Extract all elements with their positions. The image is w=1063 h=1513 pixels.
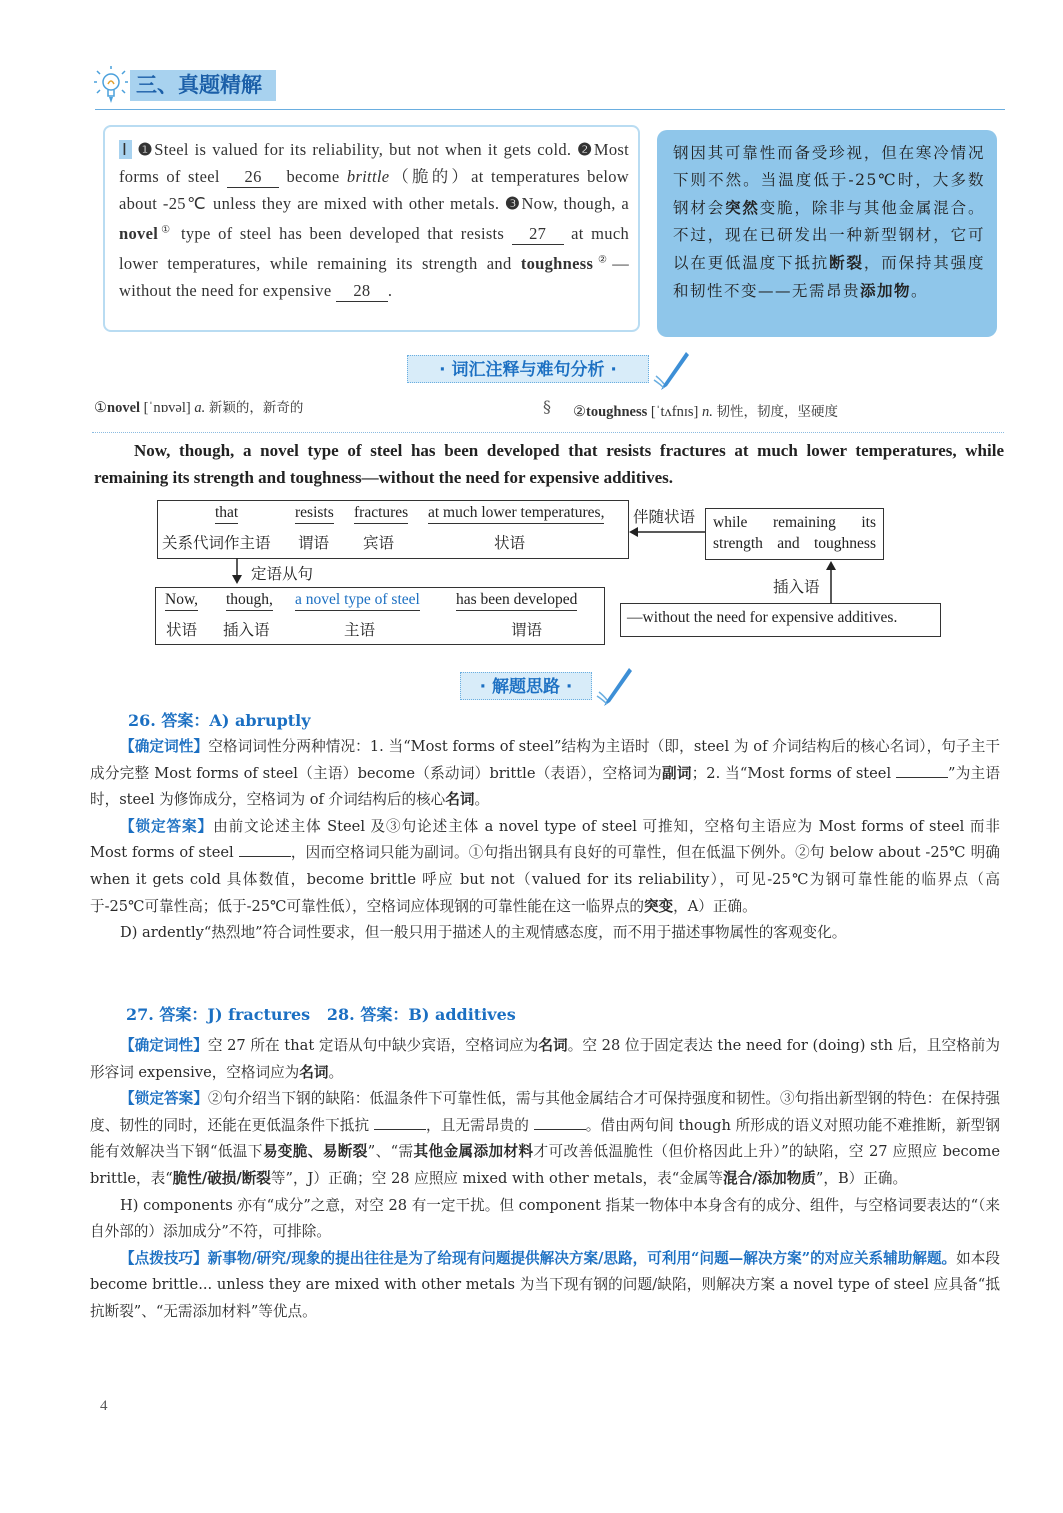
text-segment: 副词: [662, 764, 692, 782]
arrow-left-icon: [628, 526, 708, 538]
answer-27-28-explanation: [90, 1033, 1000, 1326]
diagram-word: though,: [226, 591, 273, 611]
text-segment: 名词: [538, 1037, 568, 1054]
paragraph: [90, 734, 1000, 814]
vocab-item-novel: [94, 396, 303, 417]
text-segment: 突变: [643, 897, 674, 915]
text-segment: toughness: [520, 254, 594, 274]
vocab-pos: a.: [194, 400, 206, 416]
text-segment: 其他金属添加材料: [413, 1143, 534, 1161]
diagram-word: Now,: [165, 591, 198, 611]
answer-blank: [239, 842, 291, 857]
text-segment: ；2. 当“Most forms of steel: [691, 764, 896, 782]
diagram-word: fractures: [354, 504, 408, 524]
dotted-divider: [92, 432, 1004, 433]
text-segment: at much lower temperatures, while remaining its strength and: [119, 223, 630, 274]
vocab-item-toughness: [573, 400, 838, 421]
text-segment: 混合/添加物质: [723, 1169, 816, 1187]
diagram-role: 主语: [344, 621, 376, 639]
vocab-meaning: 新颖的，新奇的: [208, 400, 304, 416]
section-title: 三、真题精解: [130, 70, 276, 101]
diagram-word: has been developed: [456, 591, 577, 611]
passage-box: [103, 125, 640, 332]
section-tag: 【锁定答案】: [120, 817, 214, 835]
diagram-word: that: [215, 504, 238, 524]
parenthesis-box: —without the need for expensive additives.: [620, 603, 941, 637]
translation-box: [657, 130, 997, 337]
text-segment: 名词: [445, 791, 475, 809]
accompany-label: 伴随状语: [633, 508, 696, 526]
answer-blank: [374, 1115, 426, 1130]
paragraph: [90, 1033, 1000, 1086]
attributive-clause-label: 定语从句: [251, 565, 314, 583]
diagram-role: 关系代词作主语: [162, 534, 271, 552]
text-segment: —without the need for expensive: [119, 254, 629, 300]
text-segment: 添加物: [860, 281, 912, 300]
parenthesis-label: 插入语: [773, 578, 820, 596]
text-segment: Now, though, a: [521, 193, 629, 213]
paragraph: [90, 1193, 1000, 1246]
text-segment: ”，B）正确。: [815, 1169, 908, 1187]
text-segment: type of steel has been developed that resists: [173, 223, 512, 243]
answer-26-heading: 26. 答案：A) abruptly: [128, 711, 311, 730]
text-segment: 。: [911, 282, 929, 300]
diagram-role: 状语: [494, 534, 526, 552]
text-segment: 由前文论述主体 Steel 及③句论述主体 a novel type of steel 可推知，空格句主语应为 Most forms of steel 而非 Most forms of steel: [90, 817, 1000, 862]
answer-blank: 28: [336, 281, 388, 302]
text-segment: 等”，J）正确；空 28 应照应 mixed with other metals，表“金属等: [270, 1169, 723, 1187]
text-segment: 空 27 所在 that 定语从句中缺少宾语，空格词应为: [207, 1037, 539, 1054]
diagram-role: 宾语: [363, 534, 395, 552]
paragraph: [90, 814, 1000, 920]
header-divider: [95, 109, 1005, 110]
vocab-phonetic: [ˈtʌfnɪs]: [650, 404, 699, 420]
text-segment: 断裂: [829, 253, 864, 272]
diagram-role: 插入语: [223, 621, 270, 639]
pen-icon: [595, 666, 635, 712]
arrow-down-icon: [231, 558, 243, 585]
passage-text: [119, 140, 629, 300]
answer-26-explanation: [90, 734, 1000, 947]
answer-blank: 26: [227, 167, 279, 188]
text-segment: （脆的）at temperatures below about -25℃ unless they are mixed with other metals.: [119, 166, 629, 213]
vocab-phonetic: [ˈnɒvəl]: [143, 400, 191, 416]
text-segment: novel: [119, 223, 159, 243]
text-segment: ❷: [577, 140, 594, 159]
text-segment: ❶: [137, 140, 155, 159]
main-clause-box: [155, 587, 605, 645]
vocab-meaning: 韧性，韧度，坚硬度: [716, 404, 839, 420]
answer-blank: [534, 1115, 586, 1130]
difficult-sentence: Now, though, a novel type of steel has been developed that resists fractures at much lower temperatures, while remaining its strength and toughness—without the need for expensive additives.: [94, 441, 1004, 487]
pen-icon: [652, 350, 692, 396]
answer-28-heading: 28. 答案：B) additives: [326, 1005, 516, 1024]
paragraph: [90, 1246, 1000, 1326]
text-segment: 名词: [299, 1063, 329, 1081]
diagram-role: 谓语: [511, 621, 543, 639]
text-segment: ”、“需: [367, 1143, 414, 1161]
page-number: 4: [100, 1398, 108, 1414]
vocab-num: ②: [573, 404, 586, 420]
text-segment: 易变脆、易断裂: [262, 1143, 368, 1161]
text-segment: ，而保持其强度和韧性不变——无需昂贵: [673, 254, 985, 300]
answer-blank: [896, 763, 948, 778]
text-segment: ❸: [505, 193, 522, 213]
solution-section-heading: · 解题思路 ·: [460, 672, 592, 700]
text-segment: 变脆，除非与其他金属混合。不过，现在已研发出一种新型钢材，它可以在更低温度下抵抗: [673, 199, 985, 272]
arrow-up-icon: [825, 560, 837, 605]
text-segment: ，A）正确。: [673, 897, 757, 915]
text-segment: 。: [328, 1063, 344, 1081]
bookmark-icon: §: [543, 397, 551, 416]
text-segment: brittle: [346, 166, 390, 186]
text-segment: become: [279, 166, 347, 186]
text-segment: Most forms of steel: [119, 140, 629, 186]
vocab-pos: n.: [702, 404, 713, 420]
text-segment: ①: [158, 224, 174, 236]
text-segment: ②: [593, 254, 613, 266]
accompany-box: while remaining its strength and toughness: [705, 508, 884, 560]
vocab-num: ①: [94, 400, 107, 416]
text-segment: 突然: [725, 198, 760, 217]
paragraph: [90, 920, 1000, 947]
answer-blank: 27: [512, 224, 564, 245]
text-segment: 才可改善低温脆性（但价格因此上升）”的缺陷，空 27 应照应 become brittle，表“: [90, 1143, 1000, 1187]
text-segment: H) components 亦有“成分”之意，对空 28 有一定干扰。但 component 指某一物体中本身含有的成分、组件，与空格词要表达的“（来自外部的）添加成分”不符，可排除。: [90, 1196, 1000, 1241]
text-segment: 如本段 become brittle... unless they are mixed with other metals 为当下现有钢的问题/缺陷，则解决方案 a novel type of steel 应具备“抵抗断裂”、“无需添加材料”等优点。: [90, 1249, 1000, 1320]
text-segment: ②句介绍当下钢的缺陷：低温条件下可靠性低，需与其他金属结合才可保持强度和韧性。③句指出新型钢的特色：在保持强度、韧性的同时，还能在更低温条件下抵抗: [90, 1090, 1000, 1134]
text-segment: 钢因其可靠性而备受珍视，但在寒冷情况下则不然。当温度低于-25℃时，大多数钢材会: [673, 144, 985, 217]
diagram-word: at much lower temperatures,: [428, 504, 604, 524]
text-segment: D) ardently“热烈地”符合词性要求，但一般只用于描述人的主观情感态度，而不用于描述事物属性的客观变化。: [120, 924, 847, 942]
text-segment: .: [387, 280, 393, 300]
text-segment: ，且无需昂贵的: [425, 1116, 534, 1134]
diagram-subject: a novel type of steel: [295, 591, 420, 611]
text-segment: Steel is valued for its reliability, but not when it gets cold.: [154, 140, 578, 159]
vocab-section-heading: · 词汇注释与难句分析 ·: [407, 355, 649, 383]
vocab-word: toughness: [586, 404, 648, 420]
paragraph: [90, 1086, 1000, 1192]
section-mark: Ⅰ: [119, 140, 132, 159]
section-tag: 【确定词性】: [120, 1037, 208, 1054]
answer-27-28-heading: [126, 1002, 516, 1025]
lightbulb-icon: [94, 66, 128, 104]
diagram-word: resists: [295, 504, 334, 524]
text-segment: 脆性/破损/断裂: [172, 1169, 271, 1187]
vocab-word: novel: [107, 400, 141, 416]
text-segment: ，因而空格词只能为副词。①句指出钢具有良好的可靠性，但在低温下例外。②句 below about -25℃ 明确 when it gets cold 具体数值，become brittle 呼应 but not（valued for its reliability），可见-25℃为钢可靠性能的临界点（高于-25℃可靠性高；低于-25℃可靠性低），空格词应体现钢的可靠性能在这一临界点的: [90, 844, 1000, 915]
text-segment: 【点拨技巧】新事物/研究/现象的提出往往是为了给现有问题提供解决方案/思路，可利用“问题—解决方案”的对应关系辅助解题。: [120, 1249, 957, 1267]
text-segment: 。借由两句间 though 所形成的语义对照功能不难推断，新型钢能有效解决当下钢“低温下: [90, 1116, 1000, 1161]
relative-clause-box: [157, 500, 629, 559]
answer-27-heading: 27. 答案：J) fractures: [126, 1005, 311, 1024]
diagram-role: 状语: [166, 621, 198, 639]
translation-text: [673, 144, 985, 300]
text-segment: ”为主语时，steel 为修饰成分，空格词为 of 介词结构后的核心: [90, 764, 1000, 809]
diagram-role: 谓语: [298, 534, 330, 552]
section-tag: 【确定词性】: [120, 738, 209, 755]
text-segment: 空格词词性分两种情况：1. 当“Most forms of steel”结构为主语时（即，steel 为 of 介词结构后的核心名词），句子主干成分完整 Most forms of steel（主语）become（系动词）brittle（表语），空格词为: [90, 738, 1000, 782]
section-tag: 【锁定答案】: [120, 1090, 209, 1108]
text-segment: 。: [474, 791, 490, 809]
text-segment: 。空 28 位于固定表达 the need for (doing) sth 后，且空格前为形容词 expensive，空格词应为: [90, 1037, 1000, 1081]
